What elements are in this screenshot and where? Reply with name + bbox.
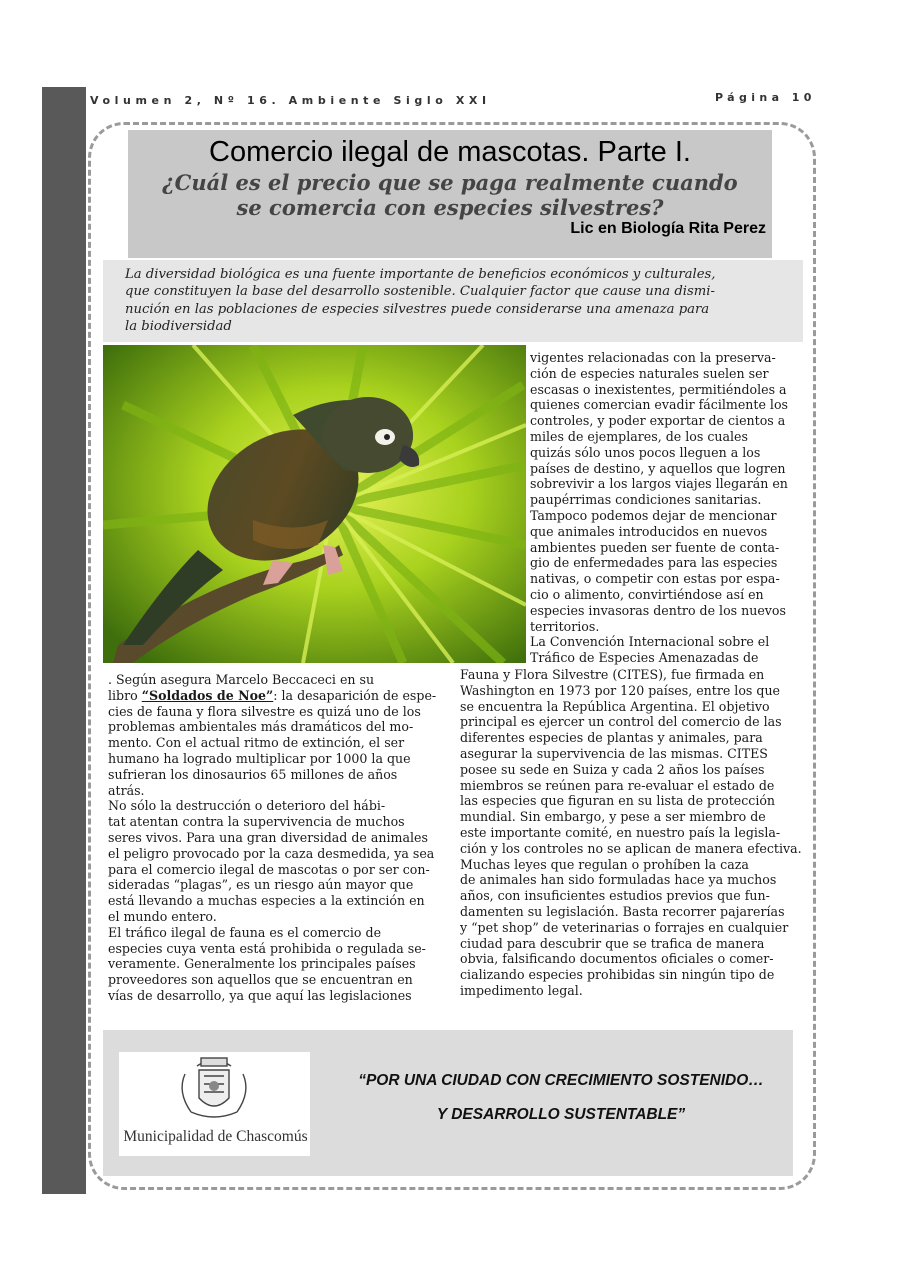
subtitle-line-1: ¿Cuál es el precio que se paga realmente cuando [162,170,738,195]
article-subtitle [128,170,772,220]
parrot-photo [103,345,526,663]
municipal-logo [119,1052,310,1156]
slogan-line-1: “POR UNA CIUDAD CON CRECIMIENTO SOSTENIDO… [358,1072,764,1089]
body-column-left [108,672,450,1004]
article-title: Comercio ilegal de mascotas. Parte I. [209,136,691,168]
body-column-right-bottom: Fauna y Flora Silvestre (CITES), fue firmada en Washington en 1973 por 120 países, entre los que se encuentra la República Argentina. El objetivo principal es ejercer un control del comercio de las diferentes especies de plantas y animales, para asegurar la supervivencia de las mismas. CITES posee su sede en Suiza y cada 2 años los países miembros se reúnen para re-evaluar el estado de las especies que figuran en su lista de protección mundial. Sin embargo, y pese a ser miembro de este importante comité, en nuestro país la legisla- ción y los controles no se aplican de manera efectiva. Muchas leyes que regulan o prohíben la caza de animales han sido formuladas hace ya muchos años, con insuficientes estudios previos que fun- damenten su legislación. Basta recorrer pajarerías y “pet shop” de veterinarias o forrajes en cualquier ciudad para descubrir que se trafica de manera obvia, falsificando documentos oficiales o comer- cializando especies prohibidas sin ningún tipo de impedimento legal. [460,667,802,998]
article-author: Lic en Biología Rita Perez [570,220,766,237]
footer-box [103,1030,793,1176]
volume-header: Volumen 2, Nº 16. Ambiente Siglo XXI [90,94,491,107]
coat-of-arms-icon [119,1052,310,1128]
paragraph-1-start: . Según asegura Marcelo Beccaceci en su libro [108,672,375,703]
paragraph-1-end: : la desaparición de espe- cies de fauna y flora silvestre es quizá uno de los problemas ambientales más dramáticos del mo- mento. Con el actual ritmo de extinción, el ser humano ha logrado multiplicar por 1000 la que sufrieran los dinosaurios 65 millones de años atrás. [108,687,437,798]
paragraph-3: El tráfico ilegal de fauna es el comercio de especies cuya venta está prohibida o regulada se- veramente. Generalmente los principales países proveedores son aquellos que se encuentran en vías de desarrollo, ya que aquí las legislaciones [108,924,426,1003]
intro-box [103,260,803,342]
page-number: Página 10 [715,91,816,104]
logo-label: Municipalidad de Chascomús [123,1128,308,1145]
paragraph-2: No sólo la destrucción o deterioro del hábi- tat atentan contra la supervivencia de muchos seres vivos. Para una gran diversidad de animales el peligro provocado por la caza desmedida, ya sea para el comercio ilegal de mascotas o por ser con- sideradas “plagas”, es un riesgo aún mayor que está llevando a muchas especies a la extinción en el mundo entero. [108,798,435,924]
sidebar-bar [42,87,86,1194]
title-box [128,130,772,258]
intro-text: La diversidad biológica es una fuente importante de beneficios económicos y culturales, que constituyen la base del desarrollo sostenible. Cualquier factor que cause una dismi- nución en las poblaciones de especies silvestres puede considerarse una amenaza para la biodiversidad [125,267,716,334]
body-column-right-top: vigentes relacionadas con la preserva- ción de especies naturales suelen ser escasas o inexistentes, permitiéndoles a quienes comercian evadir fácilmente los controles, y poder exportar de cientos a miles de ejemplares, de los cuales quizás sólo unos pocos lleguen a los países de destino, y aquellos que logren sobrevivir a los largos viajes llegarán en paupérrimas condiciones sanitarias. Tampoco podemos dejar de mencionar que animales introducidos en nuevos ambientes pueden ser fuente de conta- gio de enfermedades para las especies nativas, o competir con estas por espa- cio o alimento, convirtiéndose así en especies invasoras dentro de los nuevos territorios. La Convención Internacional sobre el Tráfico de Especies Amenazadas de [530,350,788,666]
book-title: “Soldados de Noe” [141,687,274,703]
subtitle-line-2: se comercia con especies silvestres? [236,195,664,220]
slogan-line-2: Y DESARROLLO SUSTENTABLE” [436,1106,686,1123]
